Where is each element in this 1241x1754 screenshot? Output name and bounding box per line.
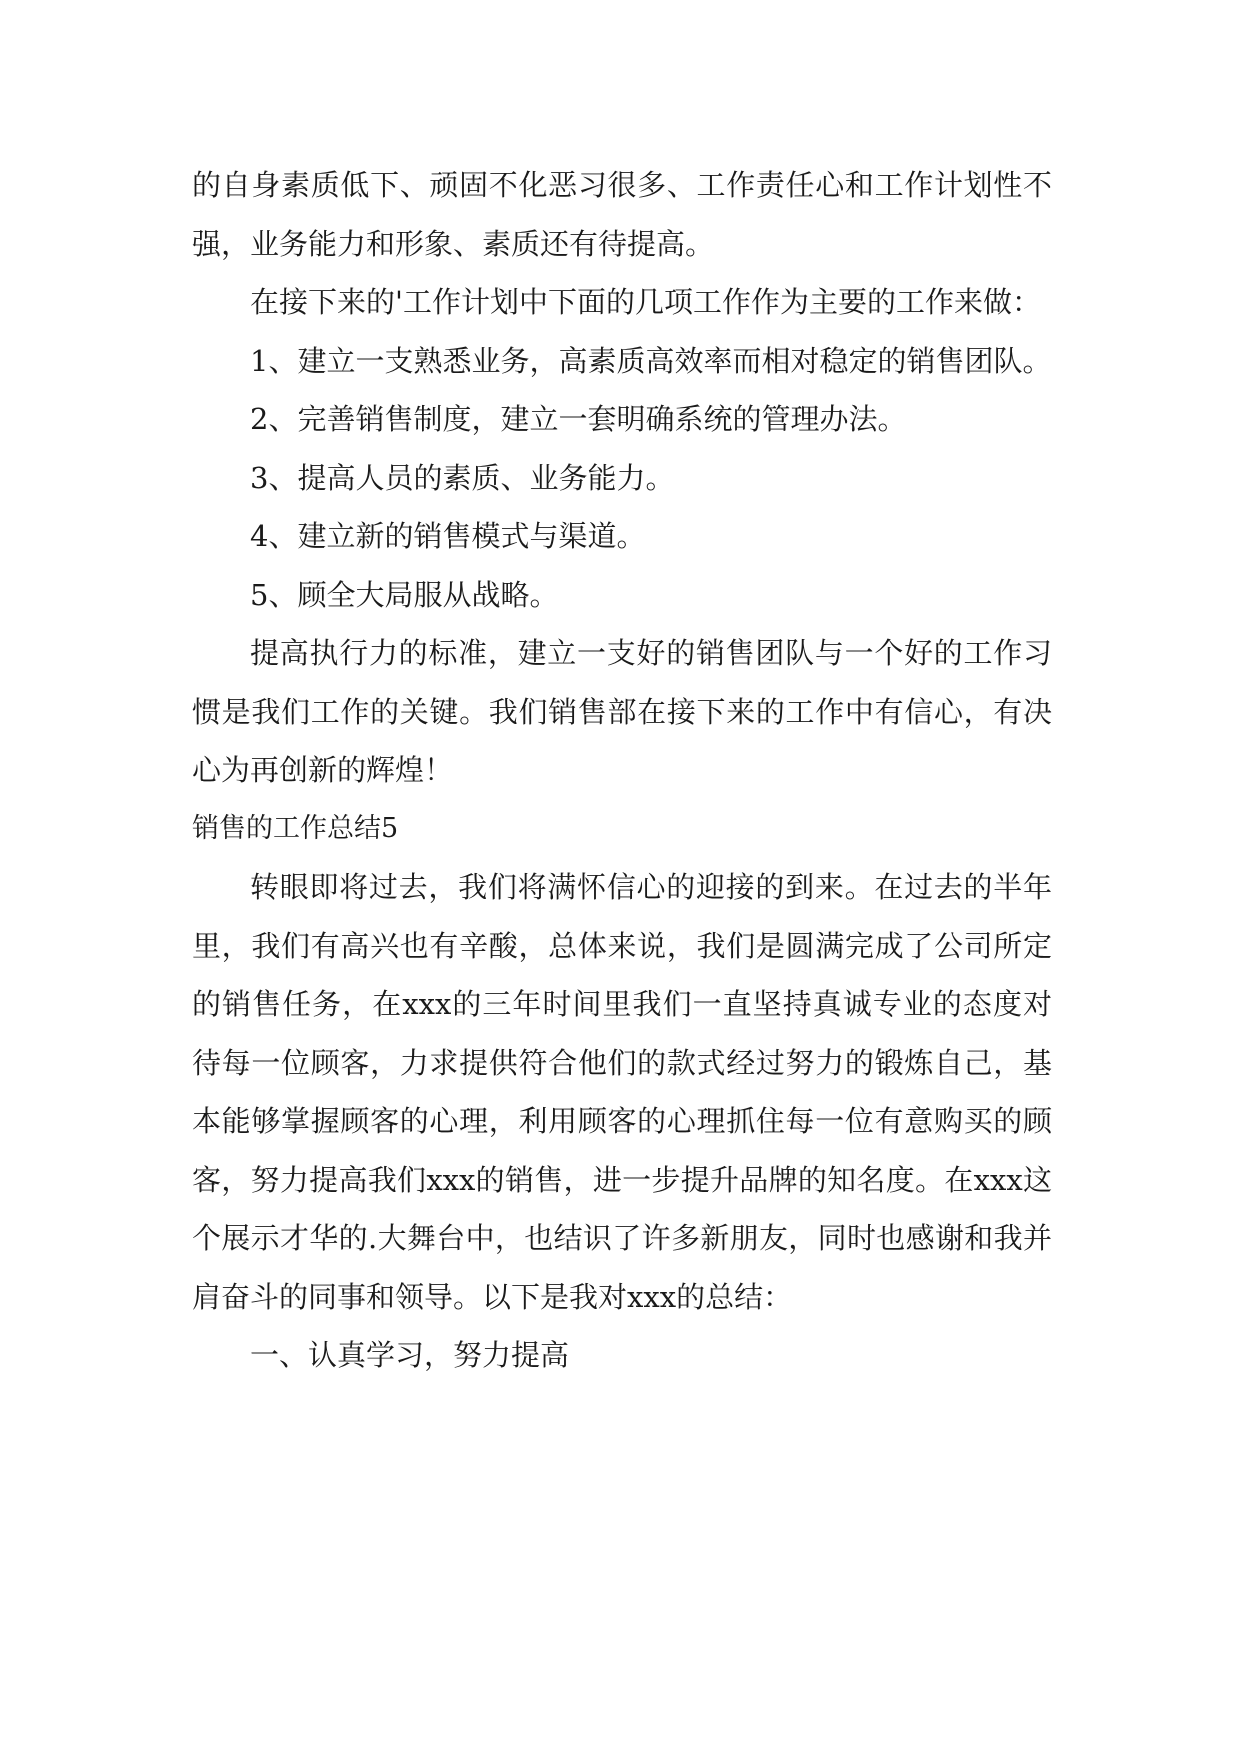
subsection-heading: 一、认真学习，努力提高 [250,1338,570,1372]
paragraph-continuation: 的自身素质低下、顽固不化恶习很多、工作责任心和工作计划性不强，业务能力和形象、素质还有待提高。 [192,168,1052,261]
section-heading: 销售的工作总结5 [192,812,399,844]
paragraph-conclusion: 提高执行力的标准，建立一支好的销售团队与一个好的工作习惯是我们工作的关键。我们销售部在接下来的工作中有信心，有决心为再创新的辉煌！ [192,636,1052,787]
paragraph-summary: 转眼即将过去，我们将满怀信心的迎接的到来。在过去的半年里，我们有高兴也有辛酸，总体来说，我们是圆满完成了公司所定的销售任务，在xxx的三年时间里我们一直坚持真诚专业的态度对待每一位顾客，力求提供符合他们的款式经过努力的锻炼自己，基本能够掌握顾客的心理，利用顾客的心理抓住每一位有意购买的顾客，努力提高我们xxx的销售，进一步提升品牌的知名度。在xxx这个展示才华的.大舞台中，也结识了许多新朋友，同时也感谢和我并肩奋斗的同事和领导。以下是我对xxx的总结： [192,870,1052,1314]
list-item-2: 2、完善销售制度，建立一套明确系统的管理办法。 [250,402,907,436]
list-item-4: 4、建立新的销售模式与渠道。 [250,519,646,553]
paragraph-plan-intro: 在接下来的'工作计划中下面的几项工作作为主要的工作来做： [250,285,1041,319]
list-item-5: 5、顾全大局服从战略。 [250,577,559,612]
list-item-3: 3、提高人员的素质、业务能力。 [250,460,675,495]
document-body [192,156,1052,1385]
list-item-1: 1、建立一支熟悉业务，高素质高效率而相对稳定的销售团队。 [250,343,1052,378]
